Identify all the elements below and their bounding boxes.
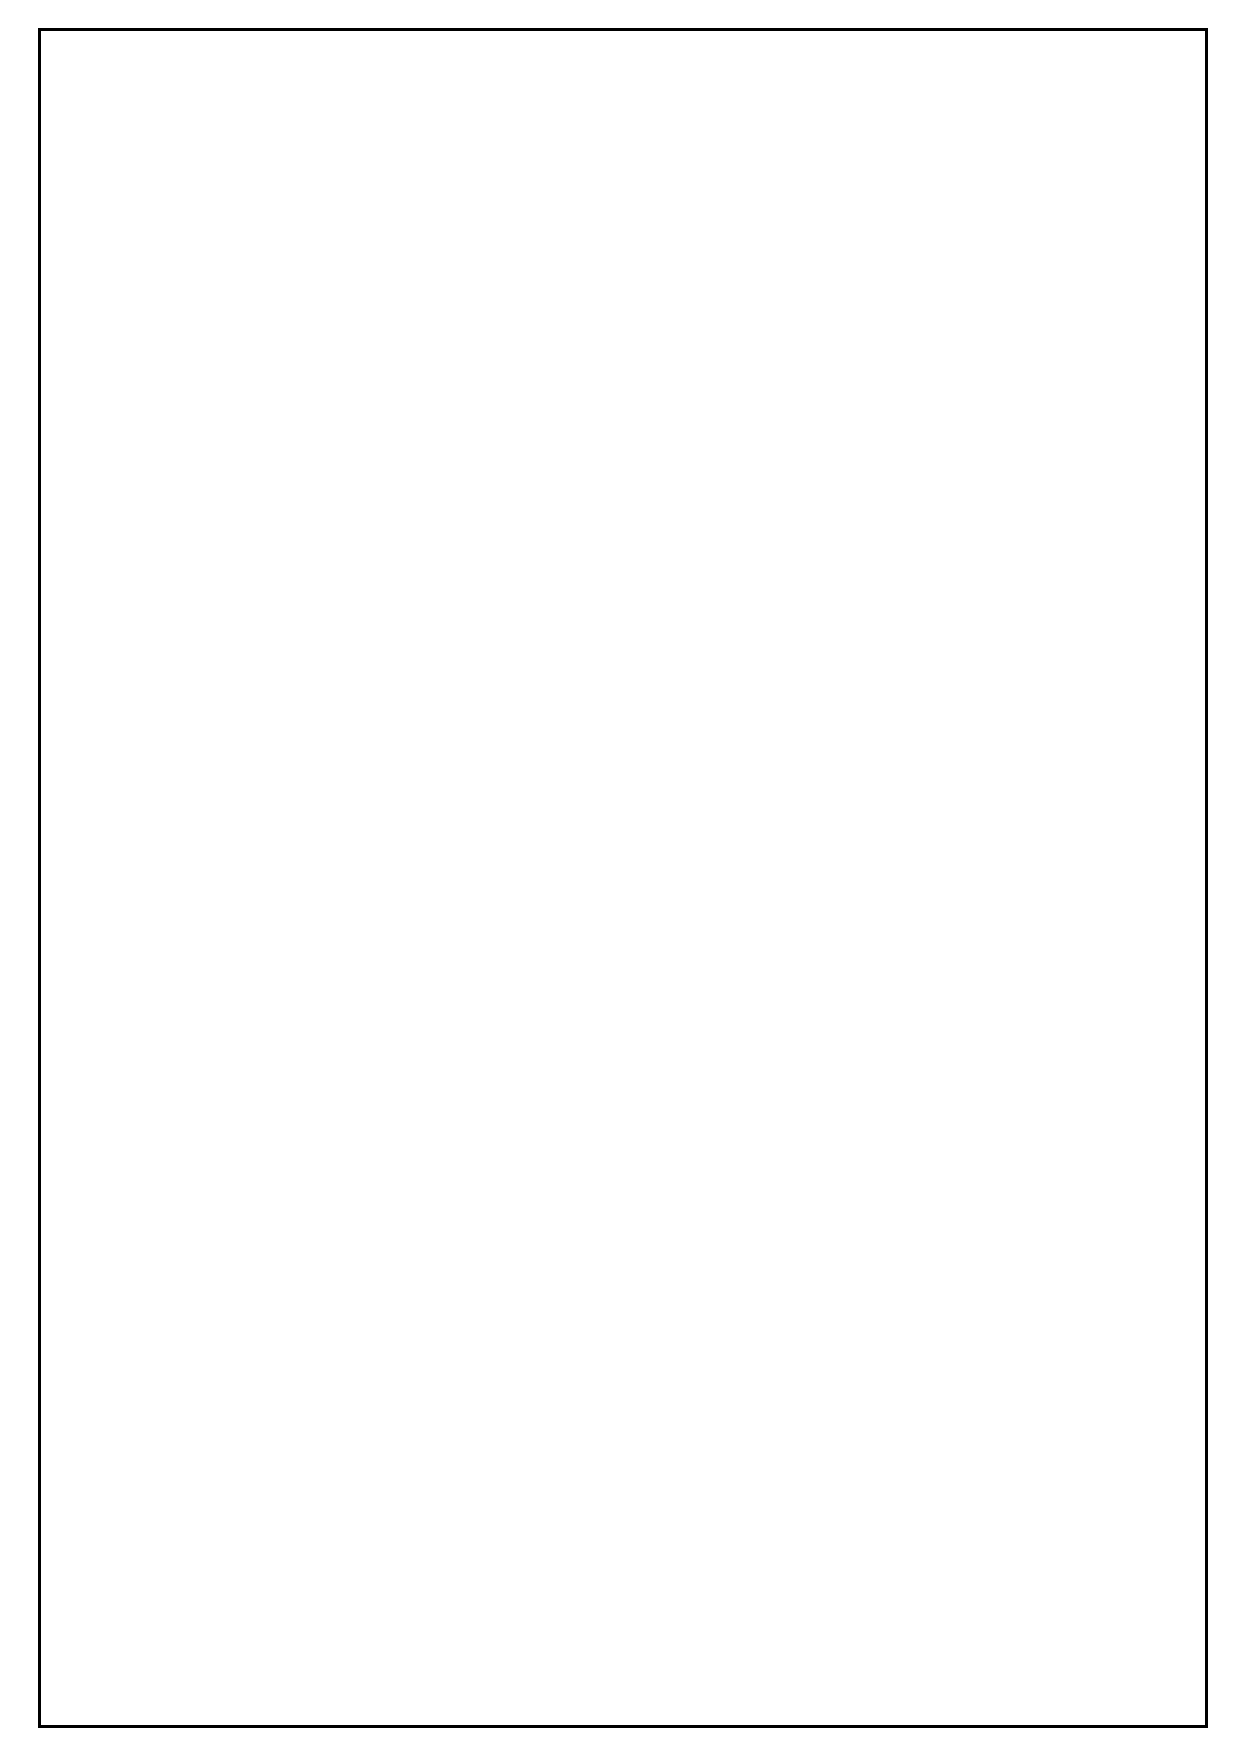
calendar-rotated [38,28,1208,1728]
calendar-grid [38,28,1208,1728]
calendar-sheet [38,28,1208,1728]
